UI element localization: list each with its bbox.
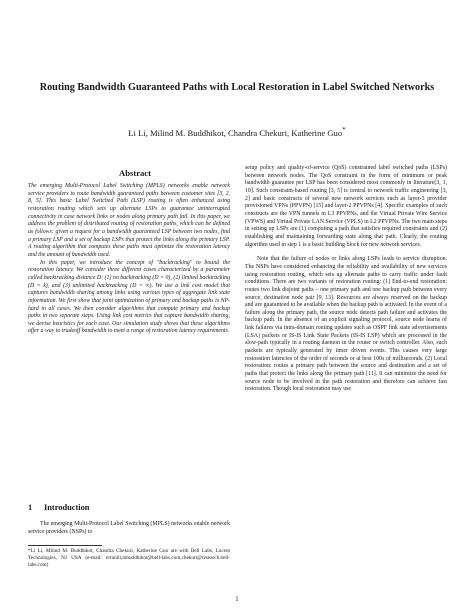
right-column-body (245, 165, 447, 394)
author-names: Li Li, Milind M. Buddhikot, Chandra Chekuri, Katherine Guo (128, 127, 343, 138)
abstract-paragraph: In this paper, we introduce the concept of "backtracking" to bound the restoration latency. We consider three different cases characterized by a parameter called backtracking distance D: (1) no backtracking (D = 0), (2) limited backtracking (D = k), and (3) unlimited backtracking (D = ∞). We use a link cost model that captures bandwidth sharing among links using various types of aggregate link state information. We first show that joint optimization of primary and backup paths is NP-hard in all cases. We then consider algorithms that compute primary and backup paths in two separate steps. Using link cost metrics that capture bandwidth sharing, we devise heuristics for each case. Our simulation study shows that these algorithms offer a way to tradeoff bandwidth to meet a range of restoration latency requirements. (28, 259, 230, 335)
abstract-paragraph: The emerging Multi-Protocol Label Switching (MPLS) networks enable network service providers to route bandwidth guaranteed paths between customer sites [3, 2, 8, 5]. This basic Label Switched Path (LSP) routing is often enhanced using restoration routing which sets up alternate LSPs to guarantee uninterrupted connectivity in case network links or nodes along primary path fail. In this paper, we address the problem of distributed routing of restoration paths, which can be defined as follows: given a request for a bandwidth guaranteed LSP between two nodes, find a primary LSP and a set of backup LSPs that protect the links along the primary LSP. A routing algorithm that computes these paths must optimize the restoration latency and the amount of bandwidth used. (28, 183, 230, 258)
body-paragraph: Note that the failure of nodes or links along LSPs leads to service disruption. The NSPs have considered enhancing the reliability and availability of new services using restoration routing, which sets up alternate paths to carry traffic under fault conditions. There are two variants of restoration routing: (1) End-to-end restoration: routes two link disjoint paths – one primary path and one backup path between every source, destination node pair [9, 13]. Resources are always reserved on the backup and are guaranteed to be available when the backup path is activated. In the event of a failure along the primary path, the source node detects path failure and activates the backup path. In the absence of an explicit signaling protocol, source node learns of link failures via intra-domain routing updates such as OSPF link state advertisements (LSA) packets or IS-IS Link State Packets (IS-IS LSP) which are processed in the slow-path typically in a routing daemon in the router or switch controller. Also, such packets are typically generated by timer driven events. This causes very large restoration latencies of the order of seconds or at best 100s of milliseconds. (2) Local restoration: routes a primary path between the source and destination and a set of paths that protect the links along the primary path [11]. It can minimize the need for source node to be involved in the path restoration and therefore can achieve fast restoration. Though local restoration may use (245, 256, 447, 393)
section-heading (28, 503, 89, 512)
page-number: 1 (235, 596, 239, 603)
intro-paragraph: The emerging Multi-Protocol Label Switching (MPLS) networks enable network service providers (NSPs) to (28, 521, 230, 535)
paper-title: Routing Bandwidth Guaranteed Paths with Local Restoration in Label Switched Networks (39, 82, 435, 93)
body-paragraph: setup policy and quality-of-service (QoS) constrained label switched paths (LSPs) between network nodes. The QoS constraint in the form of minimum or peak bandwidth guarantee per LSP has been considered most commonly in literature[3, 1, 10]. Such constraint-based routing [3, 5] is central to network traffic engineering [3, 2] and basic constructs of several new network services such as layer-3 provider provisioned VPNs (PPVPN) [15] and layer-2 PPVPNs [4]. Specific examples of such constructs are the VPN tunnels in L3 PPVPNs, and the Virtual Private Wire Service (VPWS) and Virtual Private LAN Service (VPLS) in L2 PPVPNs. The two main steps in setting up LSPs are (1) computing a path that satisfies required constraints and (2) establishing and maintaining forwarding state along that path. Clearly, the routing algorithm used in step 1 is a basic building block for new network services. (245, 165, 447, 248)
footnote-divider (28, 545, 102, 546)
author-line (28, 126, 446, 138)
author-footnote-mark: * (342, 126, 346, 134)
abstract-body (28, 183, 230, 336)
section-title: Introduction (44, 503, 90, 512)
author-footnote: *Li Li, Milind M. Buddhikot, Chandra Chekuri, Katherine Guo are with Bell Labs, Lucent Technologies, NJ USA (e-mail: erranlli,mbuddhikot@bell-labs.com,chekuri@research.bell-labs.com) (28, 548, 230, 568)
abstract-heading: Abstract (119, 168, 151, 178)
section-number: 1 (28, 503, 33, 512)
